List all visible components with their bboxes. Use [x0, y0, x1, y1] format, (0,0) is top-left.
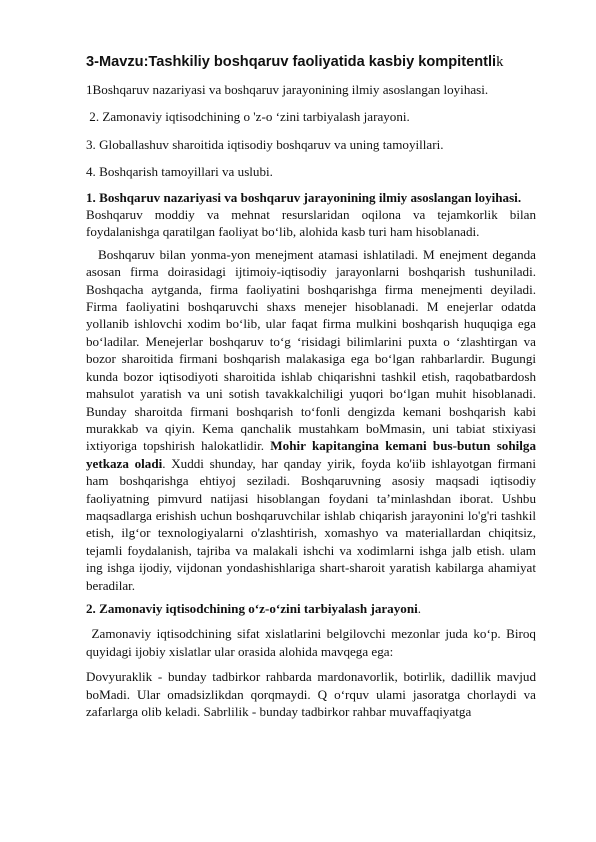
- section-1-body-bold: Mohir kapitangina kemani bus-butun sohilga yetkaza oladi: [86, 438, 537, 471]
- topic-list-item-4: 4. Boshqarish tamoyillari va uslubi.: [86, 164, 273, 180]
- section-2-heading-text: 2. Zamonaviy iqtisodchining o‘z-o‘zini tarbiyalash jarayoni: [86, 600, 418, 616]
- section-1-intro: Boshqaruv moddiy va mehnat resurslaridan oqilona va tejamkorlik bilan foydalanishga qaratilgan faoliyat bo‘lib, alohida kasb turi ham hisoblanadi.: [86, 207, 536, 240]
- topic-list-item-2: 2. Zamonaviy iqtisodchining o 'z-o ‘zini tarbiyalash jarayoni.: [86, 109, 410, 125]
- title-tail: k: [496, 54, 504, 70]
- section-1-body-text-end: . Xuddi shunday, har qanday yirik, foyda ko'iib ishlayotgan firmani ham boshqarishga ehtiyoj seziladi. Boshqaruvning asosiy maqsadi iqtisodiy faoliyatning pimvurd natijasi hisoblangan foydani ta’minlashdan iborat. Ushbu maqsadlarga erishish uchun boshqaruvchilar ishlab chiqarish jarayonini lo'g'ri tashkil etish, ilg‘or texnologiyalarni o'zlashtirish, xomashyo va materiallardan chiqitsiz, tejamli foydalanish, tajriba va malakali ishchi va xodimlarni ishga jalb etish. ulam ing ishga ijodiy, vijdonan yondashishlariga shart-sharoit yaratish kabilarga ahamiyat beradilar.: [86, 455, 536, 593]
- section-2-heading: [86, 600, 536, 617]
- document-title: [86, 52, 536, 72]
- section-2-intro: Zamonaviy iqtisodchining sifat xislatlarini belgilovchi mezonlar juda ko‘p. Biroq quyidagi ijobiy xislatlar ular orasida alohida mavqega ega:: [86, 626, 540, 659]
- section-2-heading-dot: .: [417, 600, 422, 616]
- topic-list-item-3: 3. Globallashuv sharoitida iqtisodiy boshqaruv va uning tamoyillari.: [86, 136, 444, 152]
- section-2-body: Dovyuraklik - bunday tadbirkor rahbarda mardonavorlik, botirlik, dadillik mavjud boMadi. Ular omadsizlikdan qorqmaydi. Q o‘rquv ulami jasoratga chorlaydi va zafarlarga olib keladi. Sabrlilik - bunday tadbirkor rahbar muvaffaqiyatga: [86, 669, 536, 719]
- title-main: 3-Mavzu:Tashkiliy boshqaruv faoliyatida kasbiy kompitentli: [86, 54, 497, 70]
- topic-list-item-1: 1Boshqaruv nazariyasi va boshqaruv jarayonining ilmiy asoslangan loyihasi.: [86, 82, 489, 97]
- section-1-body-text: Boshqaruv bilan yonma-yon menejment atamasi ishlatiladi. M enejment deganda asosan firma doirasidagi ijtimoiy-iqtisodiy jarayonlarni boshqarish tushuniladi. Boshqacha aytganda, firma faoliyatini boshqarishga firma menejmenti deyiladi. Firma faoliyatini boshqaruvchi shaxs menejer hisoblanadi. M enejerlar odatda yollanib ishlovchi xodim bo‘lib, ular faqat firma mulkini boshqarish huquqiga ega bo‘ladilar. Menejerlar boshqaruv to‘g ‘risidagi bilimlarini puxta o ‘zlashtirgan va bozor sharoitida firmani boshqarish malakasiga ega bo‘lgan rahbarlardir. Bugungi kunda bozor iqtisodiyoti sharoitida ishlab chiqarishni tashkil etish, raqobatbardosh mahsulot yaratish va uni sotish tavakkalchiligi yuqori bo‘lgan muhit hisoblanadi. Bunday sharoitda firmani boshqarish to‘fonli dengizda kemani boshqarish kabi murakkab va qiyin. Kema qanchalik mustahkam boMmasin, uni tabiat stixiyasi ixtiyoriga topshirish halokatlidir.: [86, 246, 536, 454]
- section-1-heading: 1. Boshqaruv nazariyasi va boshqaruv jarayonining ilmiy asoslangan loyihasi.: [86, 189, 522, 205]
- section-1-body: [86, 246, 536, 594]
